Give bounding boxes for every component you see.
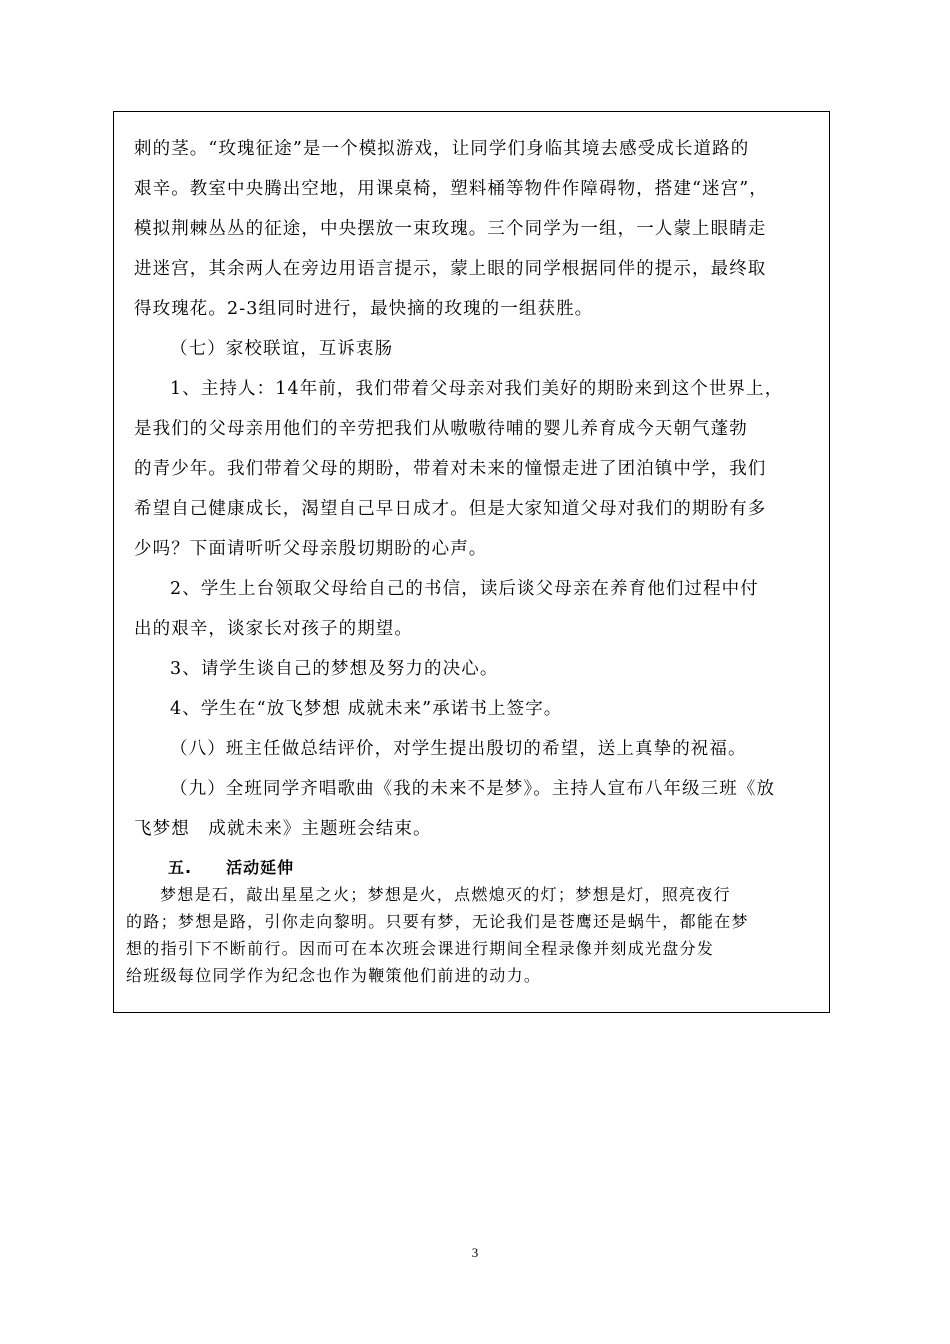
section-8-line: （八）班主任做总结评价，对学生提出殷切的希望，送上真挚的祝福。 — [170, 739, 747, 759]
extension-line: 梦想是石，敲出星星之火；梦想是火，点燃熄灭的灯；梦想是灯，照亮夜行 — [160, 885, 731, 904]
paragraph-line: 4、学生在“放飞梦想 成就未来”承诺书上签字。 — [170, 699, 563, 719]
paragraph-line: 刺的茎。“玫瑰征途”是一个模拟游戏，让同学们身临其境去感受成长道路的 — [134, 139, 750, 159]
paragraph-line: 得玫瑰花。2-3组同时进行，最快摘的玫瑰的一组获胜。 — [134, 299, 594, 319]
paragraph-line: 的青少年。我们带着父母的期盼，带着对未来的憧憬走进了团泊镇中学，我们 — [134, 459, 767, 479]
paragraph-line: 少吗？下面请听听父母亲殷切期盼的心声。 — [134, 539, 488, 559]
paragraph-line: 飞梦想 成就未来》主题班会结束。 — [134, 819, 432, 839]
extension-line: 的路；梦想是路，引你走向黎明。只要有梦，无论我们是苍鹰还是蜗牛，都能在梦 — [126, 912, 749, 931]
section-7-title: （七）家校联谊，互诉衷肠 — [170, 339, 394, 359]
paragraph-line: 2、学生上台领取父母给自己的书信，读后谈父母亲在养育他们过程中付 — [170, 579, 759, 599]
paragraph-line: 模拟荆棘丛丛的征途，中央摆放一束玫瑰。三个同学为一组，一人蒙上眼睛走 — [134, 219, 767, 239]
content-frame — [113, 111, 830, 1013]
paragraph-line: 希望自己健康成长，渴望自己早日成才。但是大家知道父母对我们的期盼有多 — [134, 499, 767, 519]
paragraph-line: 出的艰辛，谈家长对孩子的期望。 — [134, 619, 413, 639]
paragraph-line: 是我们的父母亲用他们的辛劳把我们从嗷嗷待哺的婴儿养育成今天朝气蓬勃 — [134, 419, 748, 439]
section-9-line: （九）全班同学齐唱歌曲《我的未来不是梦》。主持人宣布八年级三班《放 — [170, 779, 776, 799]
extension-line: 想的指引下不断前行。因而可在本次班会课进行期间全程录像并刻成光盘分发 — [126, 939, 715, 958]
paragraph-line: 1、主持人：14年前，我们带着父母亲对我们美好的期盼来到这个世界上， — [170, 379, 784, 399]
paragraph-line: 艰辛。教室中央腾出空地，用课桌椅，塑料桶等物件作障碍物，搭建“迷宫”， — [134, 179, 768, 199]
extension-line: 给班级每位同学作为纪念也作为鞭策他们前进的动力。 — [126, 966, 542, 985]
paragraph-line: 3、请学生谈自己的梦想及努力的决心。 — [170, 659, 499, 679]
paragraph-line: 进迷宫，其余两人在旁边用语言提示，蒙上眼的同学根据同伴的提示，最终取 — [134, 259, 767, 279]
section-heading: 五. 活动延伸 — [168, 858, 295, 877]
page-number: 3 — [471, 1245, 479, 1260]
